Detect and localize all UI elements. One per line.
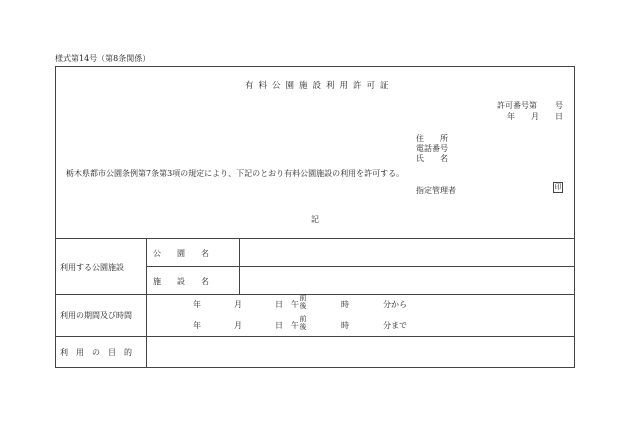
start-year-label: 年 [193, 300, 201, 309]
permit-number-suffix: 号 [555, 101, 563, 110]
form-reference: 様式第14号（第8条関係） [55, 54, 151, 63]
park-name-label: 公 園 名 [153, 249, 209, 258]
end-day-label: 日 [275, 321, 283, 330]
end-minute-label: 分まで [383, 321, 407, 330]
start-ampm-options [299, 294, 307, 310]
document-title: 有料公園施設利用許可証 [245, 81, 394, 91]
facility-group-label: 利用する公園施設 [60, 263, 124, 272]
end-hour-label: 時 [341, 321, 349, 330]
column-divider-sublabel [239, 238, 240, 294]
seal-mark: 印 [554, 183, 562, 191]
table-top-line [55, 238, 575, 239]
start-am-option: 前 [299, 294, 307, 302]
end-month-label: 月 [234, 321, 242, 330]
start-minute-label: 分から [383, 300, 407, 309]
facility-name-label: 施 設 名 [153, 277, 209, 286]
manager-label: 指定管理者 [416, 186, 456, 195]
start-ampm-prefix: 午 [291, 300, 299, 309]
end-ampm-prefix: 午 [291, 321, 299, 330]
permit-number-prefix: 許可番号第 [497, 101, 537, 110]
start-hour-label: 時 [341, 300, 349, 309]
row-divider-period [55, 336, 575, 337]
purpose-label: 利 用 の 目 的 [60, 348, 132, 357]
issue-day-label: 日 [555, 112, 563, 121]
name-label: 氏 名 [416, 154, 448, 163]
row-divider-park [146, 266, 575, 267]
ki-mark: 記 [311, 215, 319, 224]
start-month-label: 月 [234, 300, 242, 309]
period-label: 利用の期間及び時間 [60, 311, 132, 320]
start-day-label: 日 [275, 300, 283, 309]
issue-year-label: 年 [507, 112, 515, 121]
phone-label: 電話番号 [416, 144, 448, 153]
end-year-label: 年 [193, 321, 201, 330]
end-ampm-options [299, 315, 307, 331]
issue-month-label: 月 [531, 112, 539, 121]
permit-statement: 栃木県都市公園条例第7条第3項の規定により、下記のとおり有料公園施設の利用を許可する。 [66, 169, 405, 178]
address-label: 住 所 [416, 134, 448, 143]
row-divider-facility [55, 294, 575, 295]
end-pm-option: 後 [299, 323, 307, 331]
column-divider-label [146, 238, 147, 368]
start-pm-option: 後 [299, 302, 307, 310]
end-am-option: 前 [299, 315, 307, 323]
